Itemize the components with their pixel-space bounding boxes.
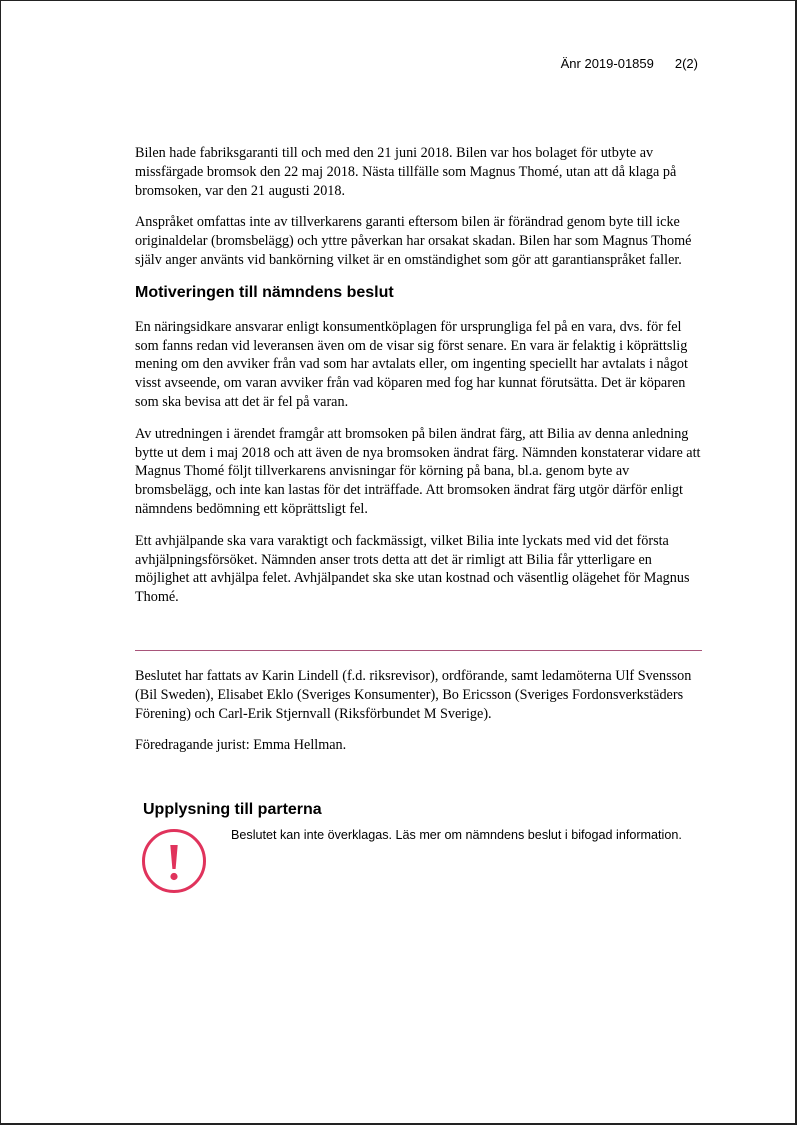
paragraph: Ett avhjälpande ska vara varaktigt och fackmässigt, vilket Bilia inte lyckats med vid det första avhjälpningsförsöket. Nämnden anser trots detta att det är rimligt att Bilia får ytterligare en möjlighet att avhjälpa felet. Avhjälpandet ska ske utan kostnad och väsentlig olägehet för Magnus Thomé. (135, 532, 690, 606)
divider-line (135, 650, 702, 651)
paragraph: Anspråket omfattas inte av tillverkarens garanti eftersom bilen är förändrad genom byte till icke originaldelar (bromsbelägg) och yttre påverkan har orsakat skadan. Bilen har som Magnus Thomé själv anger använts vid bankörning vilket är en omständighet som gör att garantianspråket faller. (135, 214, 692, 268)
paragraph: Av utredningen i ärendet framgår att bromsoken på bilen ändrat färg, att Bilia av denna anledning bytte ut dem i maj 2018 och att även de nya bromsoken ändrat färg. Nämnden konstaterar vidare att Magnus Thomé följt tillverkarens anvisningar för körning på bana, bl.a. genom byte av bromsbelägg, och inte kan lastas för det inträffade. Att bromsoken ändrat färg utgör därför enligt nämndens bedömning ett köprättsligt fel. (135, 425, 701, 517)
case-reference: Änr 2019-01859 (560, 56, 654, 71)
paragraph: En näringsidkare ansvarar enligt konsumentköplagen för ursprungliga fel på en vara, dvs. för fel som fanns redan vid leveransen även om de visar sig först senare. En vara är felaktig i köprättslig mening om den avviker från vad som har avtalats eller, om ingenting speciellt har avtalats i något visst avseende, om varan avviker från vad köparen med fog har kunnat förutsätta. Det är köparen som ska bevisa att det är fel på varan. (135, 318, 688, 410)
page-number: 2(2) (674, 56, 698, 71)
section-heading: Motiveringen till nämndens beslut (135, 283, 394, 301)
main-content (135, 144, 705, 620)
decision-makers-text: Beslutet har fattats av Karin Lindell (f.d. riksrevisor), ordförande, samt ledamöterna Ulf Svensson (Bil Sweden), Elisabet Eklo (Sveriges Konsumenter), Bo Ericsson (Sveriges Fordonsverkstäders Förening) och Carl-Erik Stjernvall (Riksförbundet M Sverige). (135, 668, 692, 722)
exclamation-circle-icon (141, 828, 207, 894)
info-box-text: Beslutet kan inte överklagas. Läs mer om nämndens beslut i bifogad information. (231, 828, 682, 842)
closing-section (135, 667, 705, 768)
page-header (561, 56, 698, 71)
info-box-title: Upplysning till parterna (143, 801, 322, 818)
paragraph: Bilen hade fabriksgaranti till och med den 21 juni 2018. Bilen var hos bolaget för utbyte av missfärgade bromsok den 22 maj 2018. Nästa tillfälle som Magnus Thomé, utan att då klaga på bromsoken, var den 21 augusti 2018. (135, 145, 677, 199)
rapporteur-text: Föredragande jurist: Emma Hellman. (135, 737, 347, 754)
